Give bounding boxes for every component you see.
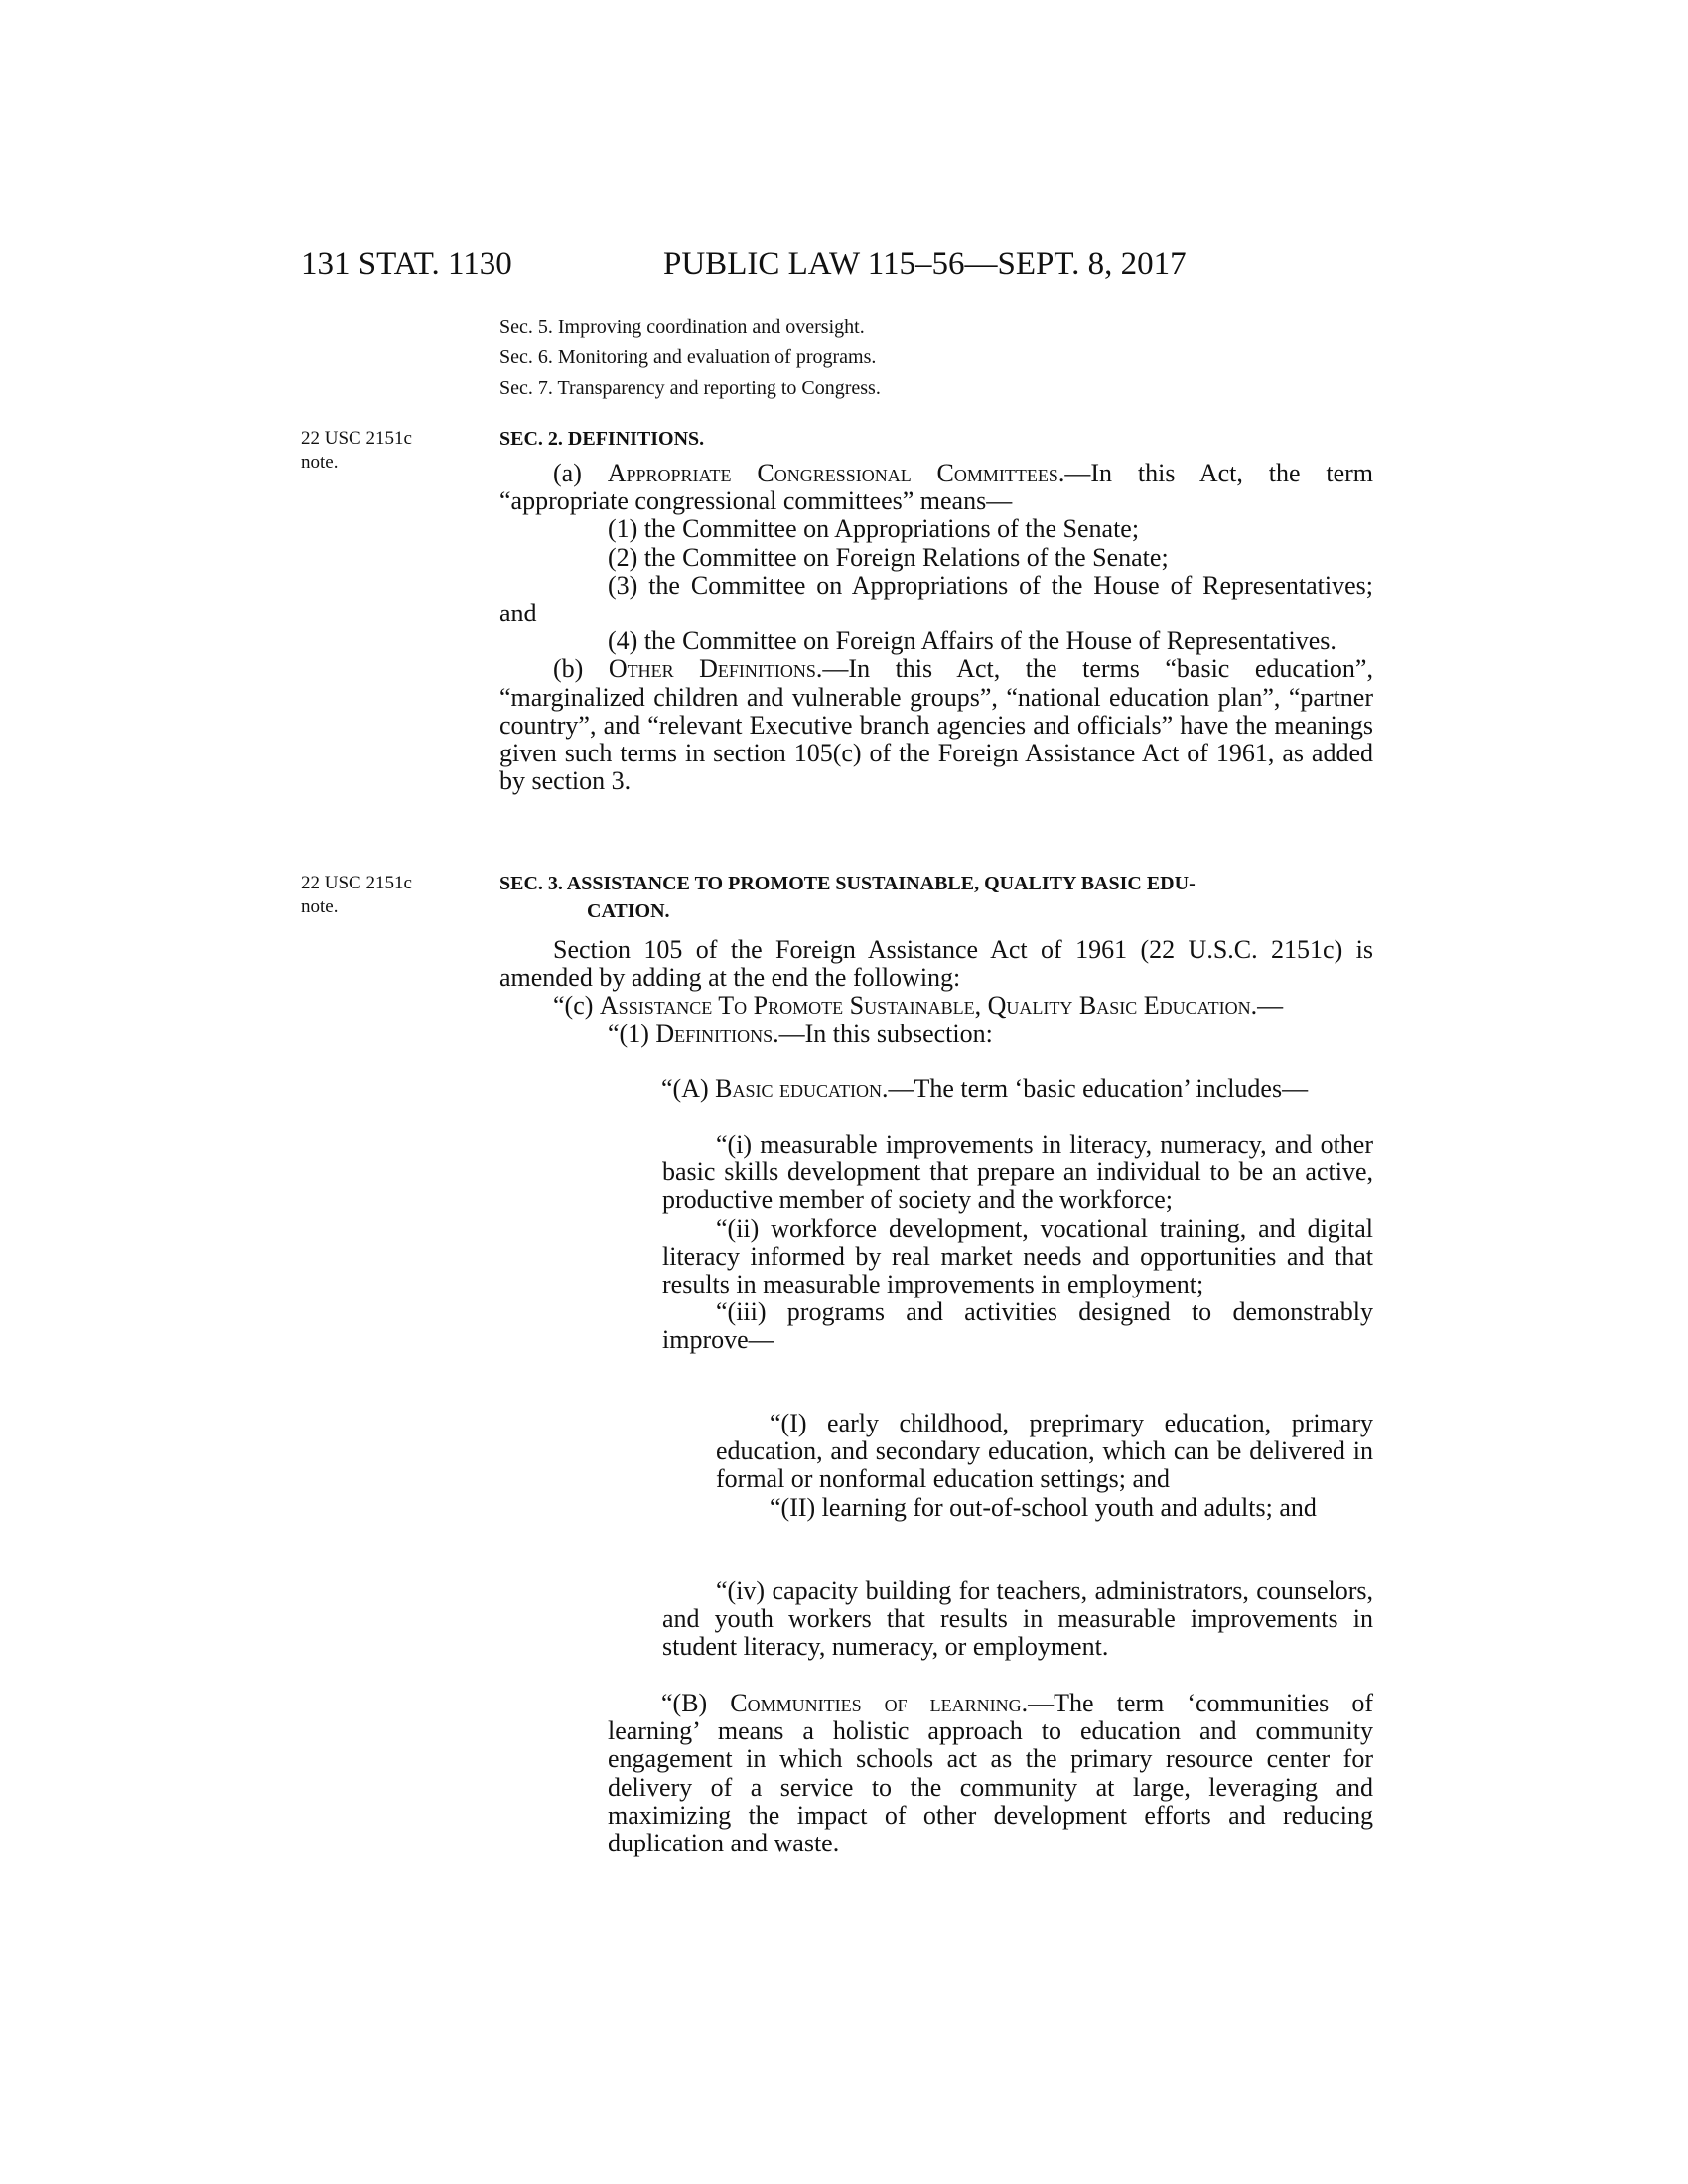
section-3-heading: [499, 870, 1373, 925]
toc-line-sec6: Sec. 6. Monitoring and evaluation of programs.: [499, 346, 877, 368]
margin-note-sec2: [301, 427, 460, 475]
paragraph-1-heading: Definitions: [655, 1019, 774, 1048]
subparagraph-B-body: .—The term ‘communities of learning’ means a holistic approach to education and community engagement in which schools act as the primary resource center for delivery of a service to the community at large, leveraging and maximizing the impact of other development efforts and reducing duplication and waste.: [608, 1689, 1373, 1858]
public-law-header: PUBLIC LAW 115–56—SEPT. 8, 2017: [663, 246, 1187, 282]
subsection-a: [499, 460, 1373, 515]
subclause-I: “(I) early childhood, preprimary education, primary education, and secondary education, which can be delivered in formal or nonformal education settings; and: [716, 1409, 1373, 1494]
subparagraph-A-body: .—The term ‘basic education’ includes—: [881, 1074, 1309, 1103]
subsection-a-heading: Appropriate Congressional Committees: [607, 459, 1058, 487]
subsection-b-lead: (b): [553, 654, 609, 684]
clause-iv-block: [662, 1577, 1373, 1662]
subsection-c-lead: “(c): [553, 991, 600, 1021]
clause-iv: “(iv) capacity building for teachers, administrators, counselors, and youth workers that results in measurable improvements in student literacy, numeracy, or employment.: [662, 1576, 1373, 1662]
clause-ii: “(ii) workforce development, vocational training, and digital literacy informed by real market needs and opportunities and that results in measurable improvements in employment;: [662, 1213, 1373, 1299]
subparagraph-A-heading: Basic education: [715, 1074, 882, 1103]
subparagraph-A: [608, 1075, 1373, 1103]
toc-line-sec5: Sec. 5. Improving coordination and oversight.: [499, 316, 865, 338]
subparagraph-B-lead: “(B): [661, 1689, 731, 1717]
section-3-intro-text: Section 105 of the Foreign Assistance Act of 1961 (22 U.S.C. 2151c) is amended by adding at the end the following:: [499, 935, 1373, 993]
definition-item: (3) the Committee on Appropriations of the House of Representatives; and: [499, 570, 1373, 628]
paragraph-1-lead: “(1): [608, 1019, 656, 1048]
subparagraph-A-lead: “(A): [661, 1074, 716, 1103]
definition-item: (2) the Committee on Foreign Relations of the Senate;: [608, 542, 1169, 572]
subsection-b-text: .—In this Act, the terms “basic education”, “marginalized children and vulnerable groups”, “national education plan”, “partner country”, and “relevant Executive branch agencies and officials” have the meanings given such terms in section 105(c) of the Foreign Assistance Act of 1961, as added by section 3.: [499, 654, 1373, 796]
section-3-intro: [499, 936, 1373, 1048]
subparagraph-B-text: [608, 1690, 1373, 1857]
subparagraph-B: [608, 1690, 1373, 1857]
clauses-i-to-iii: [662, 1131, 1373, 1355]
statute-page-ref: 131 STAT. 1130: [301, 246, 512, 282]
subsection-c: [499, 992, 1373, 1020]
subsection-b-heading: Other Definitions: [608, 654, 816, 684]
definition-item: (1) the Committee on Appropriations of the Senate;: [608, 514, 1140, 544]
subclause-II: “(II) learning for out-of-school youth and adults; and: [770, 1492, 1317, 1522]
subsection-b: [499, 655, 1373, 795]
subclauses: [716, 1410, 1373, 1522]
margin-note-sec3: [301, 872, 460, 919]
margin-note-line: note.: [301, 896, 339, 917]
clause-i: “(i) measurable improvements in literacy, numeracy, and other basic skills development that prepare an individual to be an active, productive member of society and the workforce;: [662, 1130, 1373, 1215]
margin-note-line: note.: [301, 452, 339, 473]
margin-note-line: 22 USC 2151c: [301, 873, 412, 893]
subparagraph-A-text: [608, 1075, 1373, 1103]
section-2-heading: SEC. 2. DEFINITIONS.: [499, 428, 705, 450]
clause-iii: “(iii) programs and activities designed to demonstrably improve—: [662, 1297, 1373, 1355]
subparagraph-B-heading: Communities of learning: [730, 1689, 1022, 1717]
paragraph-1-text: .—In this subsection:: [773, 1019, 993, 1048]
paragraph-1: [499, 1021, 1373, 1048]
section-3-heading-line: SEC. 3. ASSISTANCE TO PROMOTE SUSTAINABLE, QUALITY BASIC EDU-: [499, 873, 1196, 894]
definition-item: (4) the Committee on Foreign Affairs of the House of Representatives.: [608, 626, 1336, 656]
subsection-a-text: .—In this Act, the term “appropriate congressional committees” means—: [499, 459, 1373, 516]
subsection-c-tail: .—: [1250, 991, 1284, 1021]
section-3-heading-line: CATION.: [587, 900, 670, 922]
margin-note-line: 22 USC 2151c: [301, 428, 412, 449]
subsection-c-heading: Assistance To Promote Sustainable, Quality Basic Education: [599, 991, 1251, 1021]
section-2-body: [499, 460, 1373, 795]
toc-line-sec7: Sec. 7. Transparency and reporting to Congress.: [499, 377, 881, 399]
subsection-a-lead: (a): [553, 459, 608, 487]
